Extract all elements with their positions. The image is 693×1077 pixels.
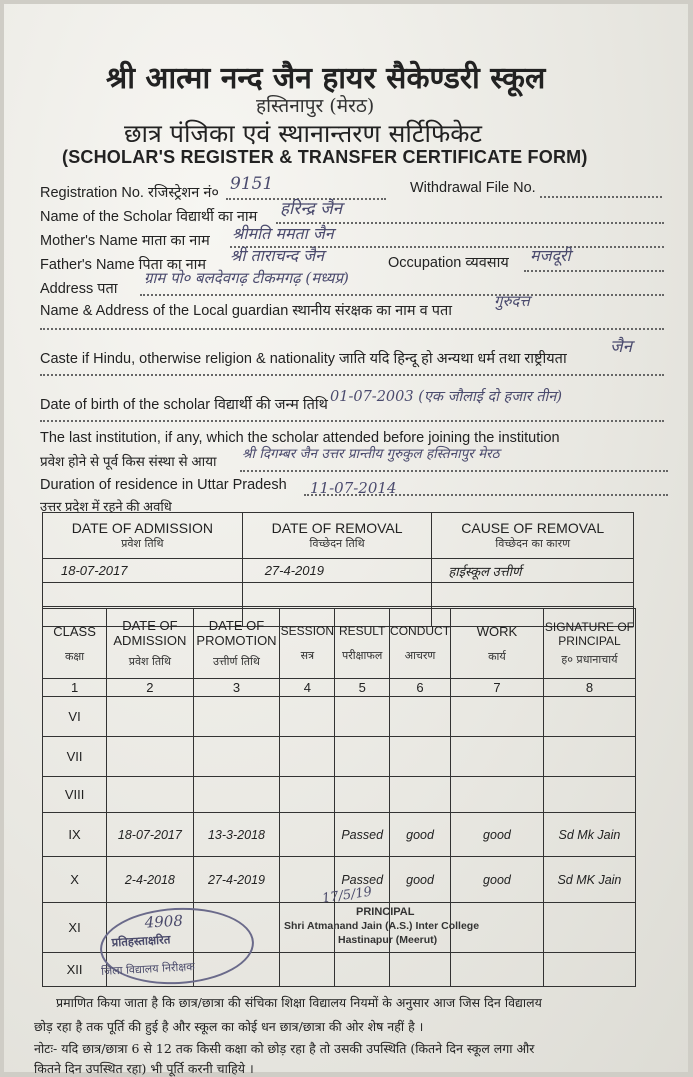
admission-date-cell [107,737,193,777]
date-of-removal-header: DATE OF REMOVAL विच्छेदन तिथि [242,513,432,559]
promotion-date-cell: 13-3-2018 [193,813,280,857]
note-line-1: नोटः- यदि छात्र/छात्रा 6 से 12 तक किसी कक्षा को छोड़ रहा है तो उसकी उपस्थिति (कितने दिन स्कूल लगा और [34,1041,535,1056]
duration-label-hi: उत्तर प्रदेश में रहने की अवधि [40,499,172,514]
register-header-row [43,609,636,679]
duration-label-en: Duration of residence in Uttar Pradesh [40,477,287,493]
mother-name-label: Mother's Name माता का नाम [40,233,210,249]
registration-label: Registration No. रजिस्ट्रेशन नं० [40,185,219,201]
principal-title: PRINCIPAL [356,906,415,918]
promotion-date-cell: 27-4-2019 [193,857,280,903]
last-institution-label-en: The last institution, if any, which the scholar attended before joining the institution [40,430,560,446]
result-cell [335,777,390,813]
register-row-class-viii [43,777,636,813]
admission-date-value: 18-07-2017 [43,559,243,583]
last-institution-value: श्री दिगम्बर जैन उत्तर प्रान्तीय गुरुकुल हस्तिनापुर मेरठ [242,446,500,462]
conduct-cell: good [390,857,451,903]
certification-line-2: छोड़ रहा है तक पूर्ति की हुई है और स्कूल का कोई धन छात्र/छात्रा की ओर शेष नहीं है । [34,1019,424,1034]
last-institution-line [240,470,668,472]
result-cell [335,953,390,987]
signature-cell: Sd MK Jain [543,857,635,903]
session-cell [280,813,335,857]
guardian-line [40,328,664,330]
caste-value: जैन [610,337,633,357]
work-cell [451,777,544,813]
promotion-date-cell [193,697,280,737]
scholar-name-value: हरिन्द्र जैन [280,199,343,219]
principal-signature: 17/5/19 [321,884,373,907]
occupation-label: Occupation व्यवसाय [388,255,509,271]
dob-value: 01-07-2003 (एक जौलाई दो हजार तीन) [330,389,563,405]
work-cell [451,953,544,987]
header-work: WORK कार्य [451,609,544,679]
occupation-value: मजदूरी [530,246,571,265]
conduct-cell [390,777,451,813]
class-cell: VIII [43,777,107,813]
school-location: हस्तिनापुर (मेरठ) [256,95,375,117]
header-signature-of-principal: SIGNATURE OF PRINCIPAL ह० प्रधानाचार्य [543,609,635,679]
form-title-english: (SCHOLAR'S REGISTER & TRANSFER CERTIFICATE FORM) [62,147,588,167]
header-result: RESULT परीक्षाफल [335,609,390,679]
session-cell [280,777,335,813]
principal-college: Shri Atmanand Jain (A.S.) Inter College [284,920,480,932]
conduct-cell: good [390,813,451,857]
conduct-cell [390,953,451,987]
register-row-class-vii [43,737,636,777]
result-cell [335,737,390,777]
stamp-district-inspector: जिला विद्यालय निरीक्षक [100,960,195,978]
blank-cell [43,583,243,607]
register-number-row [43,679,636,697]
admission-date-cell [107,697,193,737]
header-conduct: CONDUCT आचरण [390,609,451,679]
class-cell: IX [43,813,107,857]
cause-of-removal-value: हाईस्कूल उत्तीर्ण [432,559,634,583]
col-number: 8 [543,679,635,697]
date-of-admission-header: DATE OF ADMISSION प्रवेश तिथि [43,513,243,559]
signature-cell [543,953,635,987]
dob-line [40,420,664,422]
form-title-hindi: छात्र पंजिका एवं स्थानान्तरण सर्टिफिकेट [124,119,483,148]
father-name-value: श्री ताराचन्द जैन [230,246,324,265]
guardian-label: Name & Address of the Local guardian स्थानीय संरक्षक का नाम व पता [40,303,452,319]
col-number: 6 [390,679,451,697]
work-cell: good [451,857,544,903]
header-class: CLASS कक्षा [43,609,107,679]
col-number: 3 [193,679,280,697]
col-number: 2 [107,679,193,697]
col-number: 7 [451,679,544,697]
conduct-cell [390,697,451,737]
certification-line-1: प्रमाणित किया जाता है कि छात्र/छात्रा की संचिका शिक्षा विद्यालय नियमों के अनुसार आज जिस दिन विद्यालय [56,995,542,1010]
col-number: 4 [280,679,335,697]
scholar-name-label: Name of the Scholar विद्यार्थी का नाम [40,209,258,225]
stamp-countersigned: प्रतिहस्ताक्षरित [111,932,171,950]
col-number: 5 [335,679,390,697]
signature-cell [543,737,635,777]
address-value: ग्राम पो० बलदेवगढ़ टीकमगढ़ (मध्यप्र) [144,269,349,287]
caste-line [40,374,664,376]
class-cell: VI [43,697,107,737]
admission-date-cell: 18-07-2017 [107,813,193,857]
blank-cell [242,583,432,607]
last-institution-label-hi: प्रवेश होने से पूर्व किस संस्था से आया [40,454,217,469]
class-cell: XII [43,953,107,987]
admission-date-cell: 2-4-2018 [107,857,193,903]
duration-value: 11-07-2014 [310,479,397,497]
admission-date-cell [107,777,193,813]
register-row-class-ix [43,813,636,857]
class-cell: VII [43,737,107,777]
registration-value: 9151 [230,174,274,194]
removal-date-value: 27-4-2019 [242,559,432,583]
col-number: 1 [43,679,107,697]
promotion-date-cell [193,777,280,813]
work-cell [451,697,544,737]
address-line [140,294,664,296]
session-cell [280,697,335,737]
scholar-name-line [276,222,664,224]
withdrawal-label: Withdrawal File No. [410,180,536,196]
signature-cell [543,697,635,737]
school-name: श्री आत्मा नन्द जैन हायर सैकेण्डरी स्कूल [106,61,546,96]
father-name-label: Father's Name पिता का नाम [40,257,207,273]
class-cell: X [43,857,107,903]
cause-of-removal-header: CAUSE OF REMOVAL विच्छेदन का कारण [432,513,634,559]
result-cell: Passed [335,813,390,857]
mother-name-value: श्रीमति ममता जैन [232,224,334,243]
duration-line [304,494,668,496]
withdrawal-line [540,196,662,198]
class-cell: XI [43,903,107,953]
session-cell [280,953,335,987]
address-label: Address पता [40,281,118,297]
header-date-of-promotion: DATE OF PROMOTION उत्तीर्ण तिथि [193,609,280,679]
header-date-of-admission: DATE OF ADMISSION प्रवेश तिथि [107,609,193,679]
signature-cell [543,903,635,953]
promotion-date-cell [193,737,280,777]
header-session: SESSION सत्र [280,609,335,679]
signature-cell: Sd Mk Jain [543,813,635,857]
session-cell [280,737,335,777]
guardian-value: गुरुदत्त [494,292,530,310]
blank-cell [432,583,634,607]
caste-label: Caste if Hindu, otherwise religion & nationality जाति यदि हिन्दू हो अन्यथा धर्म तथा राष्ट्रीयता [40,351,567,367]
note-line-2: कितने दिन उपस्थित रहा) भी पूर्ति करनी चाहिये । [34,1061,254,1076]
work-cell: good [451,813,544,857]
certificate-page [4,4,688,1076]
principal-location: Hastinapur (Meerut) [338,934,438,946]
dob-label: Date of birth of the scholar विद्यार्थी की जन्म तिथि [40,397,328,413]
occupation-line [524,270,664,272]
result-cell [335,697,390,737]
conduct-cell [390,737,451,777]
register-row-class-vi [43,697,636,737]
stamp-number: 4908 [144,911,184,932]
signature-cell [543,777,635,813]
work-cell [451,737,544,777]
result-cell: Passed [335,857,390,903]
